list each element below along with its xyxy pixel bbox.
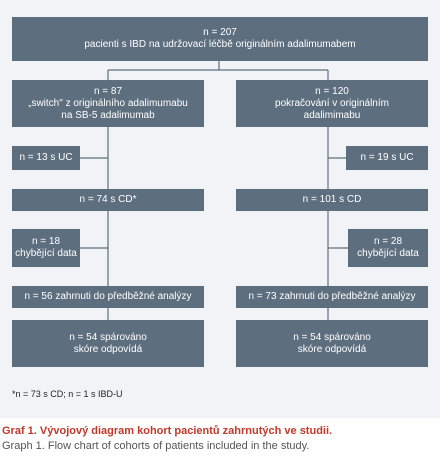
continue-group-label-2: adalimimabu (303, 109, 361, 121)
left-matched-label: skóre odpovídá (73, 343, 143, 355)
box-total-patients (12, 17, 428, 61)
box-right-missing-data (348, 229, 428, 267)
box-total-label: pacienti s IBD na udržovací léčbě originálním adalimumabem (84, 39, 356, 50)
box-right-matched (236, 320, 428, 367)
right-excluded-uc-text: n = 19 s UC (360, 152, 414, 163)
box-left-missing-data (12, 229, 80, 267)
right-missing-label: chybějící data (357, 248, 419, 259)
right-cd-text: n = 101 s CD (302, 194, 362, 205)
left-missing-label: chybějící data (15, 248, 77, 259)
left-matched-n: n = 54 spárováno (69, 331, 147, 343)
box-left-included (12, 286, 204, 308)
left-excluded-uc-text: n = 13 s UC (19, 152, 73, 163)
box-right-included (236, 286, 428, 308)
left-included-text: n = 56 zahrnuti do předběžné analýzy (24, 291, 192, 302)
footnote: *n = 73 s CD; n = 1 s IBD-U (12, 389, 123, 399)
continue-group-label-1: pokračování v originálním (275, 97, 389, 109)
left-cd-text: n = 74 s CD* (79, 194, 137, 205)
box-right-excluded-uc (346, 146, 428, 170)
box-switch-group (12, 80, 204, 127)
continue-group-n: n = 120 (315, 85, 349, 97)
left-missing-n: n = 18 (31, 236, 61, 247)
box-left-matched (12, 320, 204, 367)
right-missing-n: n = 28 (373, 236, 403, 247)
box-left-cd (12, 189, 204, 211)
box-total-n: n = 207 (203, 27, 237, 38)
right-included-text: n = 73 zahrnuti do předběžné analýzy (248, 291, 416, 302)
right-matched-n: n = 54 spárováno (293, 331, 371, 343)
right-matched-label: skóre odpovídá (297, 343, 367, 355)
caption-czech: Graf 1. Vývojový diagram kohort pacientů zahrnutých ve studii. (2, 425, 333, 437)
switch-group-n: n = 87 (93, 85, 123, 97)
box-continue-group (236, 80, 428, 127)
switch-group-label-2: na SB-5 adalimumab (61, 109, 155, 121)
switch-group-label-1: „switch" z originálního adalimumabu (28, 97, 188, 109)
caption-english: Graph 1. Flow chart of cohorts of patients included in the study. (2, 440, 310, 452)
box-right-cd (236, 189, 428, 211)
box-left-excluded-uc (12, 146, 80, 170)
